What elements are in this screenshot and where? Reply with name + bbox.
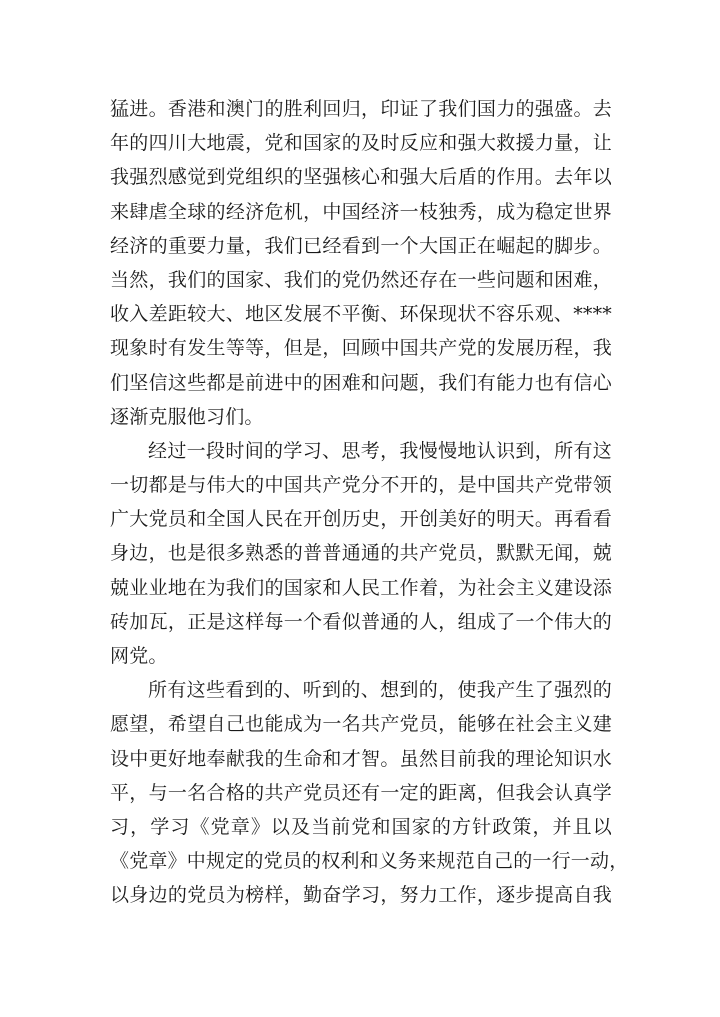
text-line: 现象时有发生等等，但是，回顾中国共产党的发展历程，我 [110, 337, 612, 360]
text-line: 广大党员和全国人民在开创历史，开创美好的明天。再看看 [110, 508, 612, 531]
text-line: 砖加瓦，正是这样每一个看似普通的人，组成了一个伟大的 [110, 610, 612, 633]
text-line: 网党。 [110, 645, 168, 667]
text-line: 以身边的党员为榜样，勤奋学习，努力工作，逐步提高自我 [110, 884, 612, 907]
text-line: 一切都是与伟大的中国共产党分不开的，是中国共产党带领 [110, 474, 612, 497]
document-body [110, 92, 629, 913]
text-line: 设中更好地奉献我的生命和才智。虽然目前我的理论知识水 [110, 747, 612, 770]
text-line: 《党章》中规定的党员的权利和义务来规范自己的一行一动， [110, 850, 629, 873]
text-line: 们坚信这些都是前进中的困难和问题，我们有能力也有信心 [110, 371, 612, 394]
text-line: 逐渐克服他习们。 [110, 405, 264, 428]
text-line: 年的四川大地震，党和国家的及时反应和强大救援力量，让 [110, 132, 612, 155]
paragraph-3 [110, 673, 629, 912]
text-line: 猛进。香港和澳门的胜利回归，印证了我们国力的强盛。去 [110, 98, 612, 120]
text-line: 平，与一名合格的共产党员还有一定的距离，但我会认真学 [110, 781, 612, 804]
paragraph-1 [110, 92, 612, 434]
text-line: 习，学习《党章》以及当前党和国家的方针政策，并且以 [110, 815, 612, 838]
text-line: 来肆虐全球的经济危机，中国经济一枝独秀，成为稳定世界 [110, 200, 612, 223]
text-line: 愿望，希望自己也能成为一名共产党员，能够在社会主义建 [110, 713, 612, 736]
paragraph-2 [110, 434, 612, 673]
text-line: 当然，我们的国家、我们的党仍然还存在一些问题和困难， [110, 268, 612, 291]
text-line: 我强烈感觉到党组织的坚强核心和强大后盾的作用。去年以 [110, 166, 612, 189]
text-line: 兢业业地在为我们的国家和人民工作着，为社会主义建设添 [110, 576, 612, 599]
text-line: 经过一段时间的学习、思考，我慢慢地认识到，所有这 [148, 439, 612, 462]
text-line: 所有这些看到的、听到的、想到的，使我产生了强烈的 [148, 679, 612, 702]
text-line: 收入差距较大、地区发展不平衡、环保现状不容乐观、**** [110, 303, 612, 326]
text-line: 身边，也是很多熟悉的普普通通的共产党员，默默无闻，兢 [110, 542, 612, 565]
text-line: 经济的重要力量，我们已经看到一个大国正在崛起的脚步。 [110, 234, 612, 257]
